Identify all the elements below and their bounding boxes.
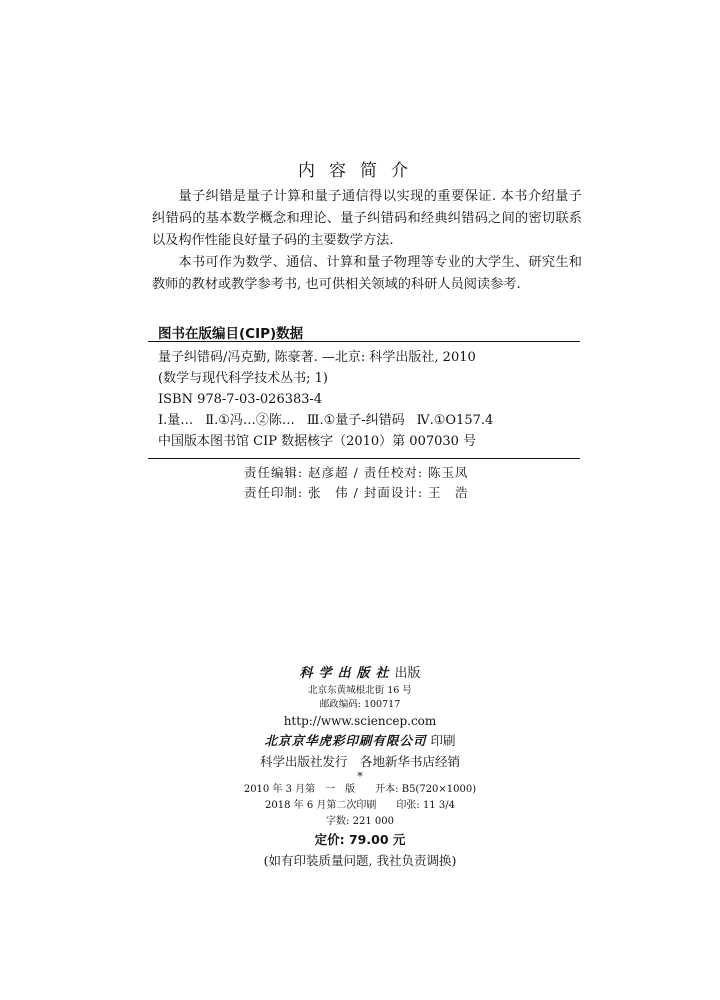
publisher-url: http://www.sciencep.com [283,714,437,728]
postcode: 邮政编码: 100717 [319,699,401,710]
edition-line-1: 2010 年 3 月第 一 版 开本: B5(720×1000) [243,784,477,795]
cip-top-rule [148,341,580,342]
cip-line-2: (数学与现代科学技术丛书; 1) [158,371,328,386]
price: 定价: 79.00 元 [314,832,406,847]
colophon [0,664,720,872]
cip-block [158,347,578,452]
cip-heading: 图书在版编目(CIP)数据 [158,326,304,342]
printer-name: 北京京华虎彩印刷有限公司 [264,733,427,748]
edition-line-2: 2018 年 6 月第二次印刷 印张: 11 3/4 [265,800,455,811]
publisher-line [0,664,720,684]
cip-class-4: Ⅳ.①O157.4 [416,413,494,428]
printer-suffix: 印刷 [430,733,456,748]
word-count: 字数: 221 000 [326,816,394,827]
cip-bottom-rule [148,458,580,459]
cip-class-3: Ⅲ.①量子-纠错码 [306,413,405,428]
intro-section [152,186,582,296]
cip-line-4 [158,410,578,431]
intro-paragraph-2: 本书可作为数学、通信、计算和量子物理等专业的大学生、研究生和教师的教材或教学参考书, 也可供相关领域的科研人员阅读参考. [152,255,582,292]
publisher-suffix: 出版 [394,666,421,681]
publisher-name: 科学出版社 [299,666,395,681]
cip-line-5: 中国版本图书馆 CIP 数据核字（2010）第 007030 号 [158,434,477,449]
editors-block [244,463,469,503]
publisher-address: 北京东黄城根北街 16 号 [308,685,412,696]
intro-title: 内容简介 [298,161,422,181]
cip-line-1: 量子纠错码/冯克勤, 陈豪著. —北京: 科学出版社, 2010 [158,350,476,365]
intro-paragraph-1: 量子纠错是量子计算和量子通信得以实现的重要保证. 本书介绍量子纠错码的基本数学概念和理论、量子纠错码和经典纠错码之间的密切联系以及构作性能良好量子码的主要数学方法. [152,189,582,248]
cip-class-2: Ⅱ.①冯…②陈… [205,413,295,428]
editors-line-1: 责任编辑: 赵彦超 / 责任校对: 陈玉凤 [244,465,469,480]
editors-line-2: 责任印制: 张 伟 / 封面设计: 王 浩 [244,485,469,500]
cip-class-1: Ⅰ.量… [158,413,194,428]
printer-line [0,730,720,752]
distribution: 科学出版社发行 各地新华书店经销 [259,754,460,769]
separator-star: * [357,770,363,783]
cip-line-3: ISBN 978-7-03-026383-4 [158,392,323,407]
quality-note: (如有印装质量问题, 我社负责调换) [263,853,457,868]
